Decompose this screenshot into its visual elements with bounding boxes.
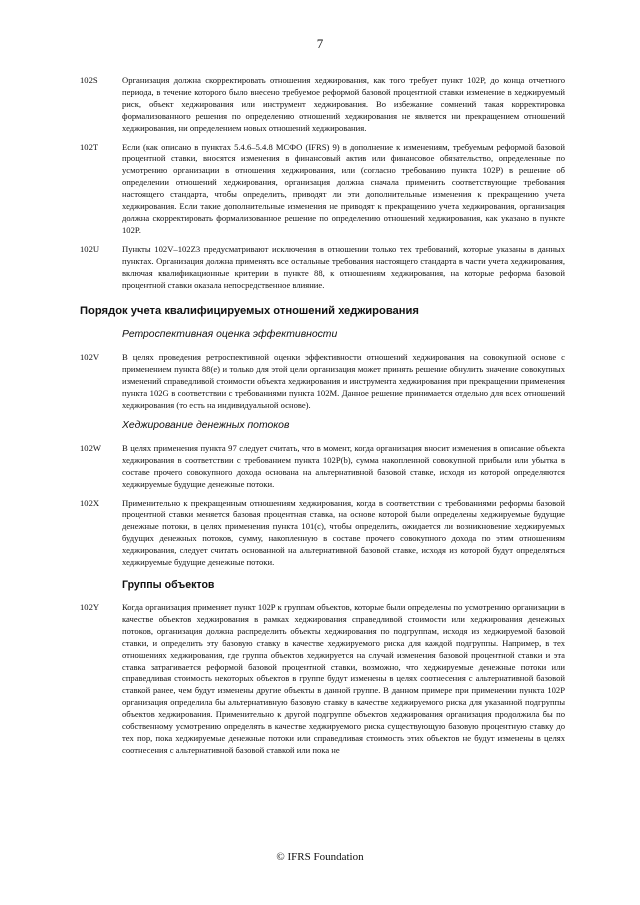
paragraph-text: Организация должна скорректировать отношения хеджирования, как того требует пункт 102P, до конца отчетного периода, в течение которого было внесено требуемое реформой базовой процентной ставки изменение в хеджируемый риск, объект хеджирования или инструмент хеджирования. Во избежание сомнений такая корректировка формализованного решения по определению отношений хеджирования не является ни прекращением отношений хеджирования, ни определением новых отношений хеджирования. — [122, 75, 565, 133]
paragraph-102U — [80, 244, 565, 292]
paragraph-text: Пункты 102V–102Z3 предусматривают исключения в отношении только тех требований, которые указаны в данных пунктах. Организация должна применять все остальные требования настоящего стандарта в части учета хеджирования, включая квалификационные критерии в пункте 88, к отношениям хеджирования, на которые реформа базовой процентной ставки оказала непосредственное влияние. — [122, 243, 565, 290]
paragraph-text: Применительно к прекращенным отношениям хеджирования, когда в соответствии с требованиями реформы базовой процентной ставки меняется базовая процентная ставка, на основе которой были определены хеджируемые будущие денежные потоки, в целях применения пункта 101(c), чтобы определить, ожидается ли возникновение хеджируемых будущих денежных потоков, сумму, накопленную в составе прочего совокупного дохода по этим отношениям хеджирования, следует считать основанной на альтернативной базовой ставке, исходя из которой будут определяться хеджируемые будущие денежные потоки. — [122, 497, 565, 568]
paragraph-number: 102Y — [80, 602, 100, 612]
paragraph-number: 102U — [80, 243, 100, 254]
section-heading-qualifying-hedges: Порядок учета квалифицируемых отношений хеджирования — [80, 305, 419, 318]
subheading-retrospective-assessment: Ретроспективная оценка эффективности — [122, 329, 338, 341]
paragraph-102S — [80, 75, 565, 135]
paragraph-text: Когда организация применяет пункт 102P к группам объектов, которые были определены по усмотрению организации в качестве объектов хеджирования в рамках хеджирования справедливой стоимости или хеджирования денежных потоков, организация должна распределить объекты хеджирования по подгруппам, исходя из хеджируемой базовой ставки, и определить эту базовую ставку в качестве хеджируемого риска для каждой подгруппы. Например, в тех отношениях хеджирования, где группа объектов хеджируется на случай изменения базовой процентной ставки и эта ставка затрагивается реформой базовой процентной ставки, возможно, что хеджируемые денежные потоки или справедливая стоимость некоторых объектов в группе будут изменены в целях соотнесения с альтернативной базовой ставкой ранее, чем будут изменены другие объекты в данной группе. В данном примере при применении пункта 102P организация определила бы альтернативную базовую ставку в качестве хеджируемого риска для указанной подгруппы объектов хеджирования. Применительно к другой подгруппе объектов хеджирования организация продолжила бы по собственному усмотрению определять в качестве хеджируемого риска существующую базовую процентную ставку до тех пор, пока хеджируемые денежные потоки или справедливая стоимость этих объектов не будут изменены в целях соотнесения с альтернативной базовой ставкой или пока не — [122, 602, 565, 755]
subheading-groups-of-items: Группы объектов — [122, 579, 215, 591]
paragraph-number: 102V — [80, 352, 100, 363]
paragraph-102X — [80, 498, 565, 569]
paragraph-number: 102T — [80, 141, 99, 152]
paragraph-102V — [80, 352, 565, 412]
paragraph-number: 102S — [80, 75, 98, 85]
subheading-cash-flow-hedges: Хеджирование денежных потоков — [122, 419, 290, 431]
paragraph-102W — [80, 443, 565, 491]
document-body — [80, 75, 565, 764]
footer-copyright: © IFRS Foundation — [276, 851, 364, 863]
paragraph-text: Если (как описано в пунктах 5.4.6–5.4.8 МСФО (IFRS) 9) в дополнение к изменениям, требуемым реформой базовой процентной ставки, вносятся изменения в финансовый актив или финансовое обязательство, определенные по усмотрению организации в отношения хеджирования, или (согласно требованию пункта 102P) в решение об определении отношений хеджирования, организация должна сначала применить соответствующие требования настоящего стандарта, чтобы определить, приводят ли эти дополнительные изменения к прекращению учета хеджирования. Если такие дополнительные изменения не приводят к прекращению учета хеджирования, организация должна скорректировать формализованное решение по определению отношений хеджирования, как указано в пункте 102P. — [122, 141, 565, 235]
paragraph-text: В целях применения пункта 97 следует считать, что в момент, когда организация вносит изменения в описание объекта хеджирования в соответствии с требованием пункта 102P(b), сумма накопленной совокупной прибыли или убытка в составе прочего совокупного дохода основана на альтернативной базовой ставке, исходя из которой определяются хеджируемые будущие денежные потоки. — [122, 442, 565, 489]
paragraph-number: 102X — [80, 497, 100, 508]
paragraph-text: В целях проведения ретроспективной оценки эффективности отношений хеджирования на совокупной основе с применением пункта 88(e) и только для этой цели организация может принять решение обнулить значение совокупных изменений справедливой стоимости объекта хеджирования и инструмента хеджирования при прекращении применения пункта 102G в соответствии с требованиями пункта 102M. Данное решение принимается отдельно для всех отношений хеджирования (то есть на индивидуальной основе). — [122, 352, 565, 411]
paragraph-number: 102W — [80, 442, 102, 453]
paragraph-102Y — [80, 602, 565, 757]
paragraph-102T — [80, 142, 565, 237]
page-number: 7 — [316, 36, 324, 51]
